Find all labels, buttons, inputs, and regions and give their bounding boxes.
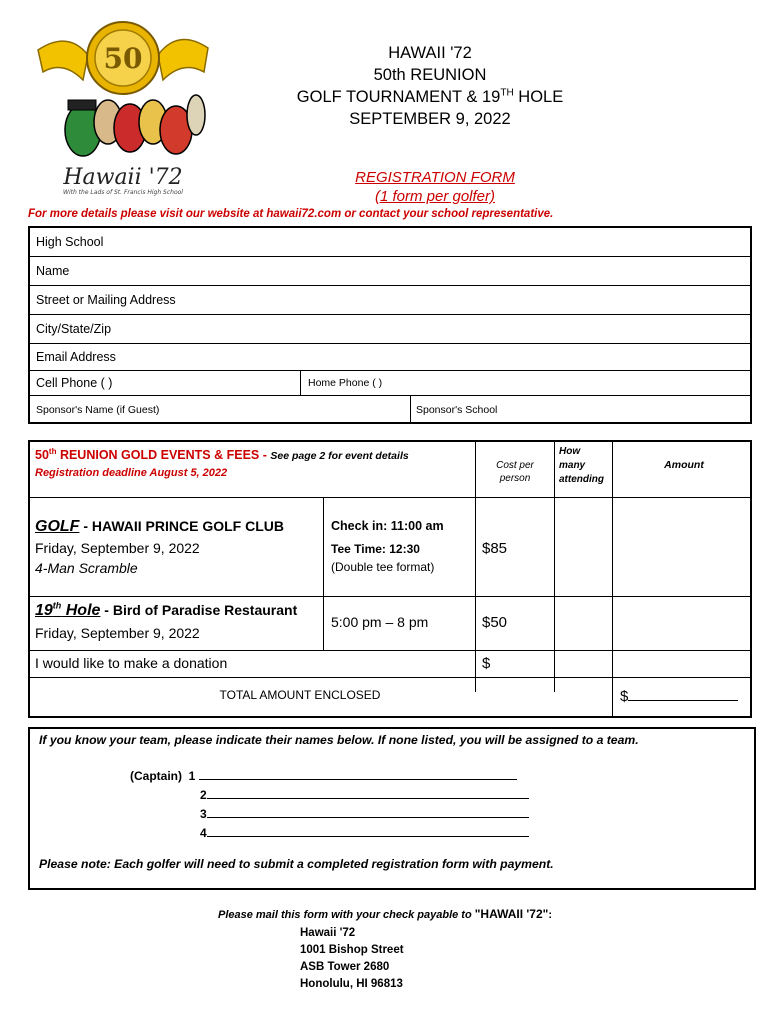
title-line-2: 50th REUNION: [373, 66, 487, 84]
team-member-4[interactable]: 4: [200, 824, 529, 840]
registration-fields: [28, 226, 752, 424]
hole-amount-input[interactable]: [614, 598, 749, 648]
phone-row: [30, 371, 750, 396]
svg-text:Hawaii '72: Hawaii '72: [63, 165, 183, 190]
field-sponsor-school[interactable]: Sponsor's School: [416, 404, 498, 416]
golf-tee-time: Tee Time: 12:30: [331, 542, 420, 556]
events-heading: 50th REUNION GOLD EVENTS & FEES - See page 2 for event details: [35, 446, 409, 462]
hole-event-title: 19th Hole - Bird of Paradise Restaurant: [35, 600, 298, 619]
golf-amount-input[interactable]: [614, 499, 749, 594]
field-high-school[interactable]: High School: [30, 228, 750, 257]
payment-note: Please note: Each golfer will need to submit a completed registration form with payment.: [39, 857, 554, 871]
field-home-phone[interactable]: Home Phone ( ): [308, 377, 383, 389]
mailing-address: Hawaii '72 1001 Bishop Street ASB Tower 2680 Honolulu, HI 96813: [300, 927, 404, 990]
team-member-1[interactable]: (Captain) 1: [130, 767, 517, 783]
title-line-3: GOLF TOURNAMENT & 19TH HOLE: [296, 87, 564, 106]
reunion-logo: [28, 10, 218, 200]
golf-date: Friday, September 9, 2022: [35, 540, 200, 556]
hole-date: Friday, September 9, 2022: [35, 625, 200, 641]
golf-format: 4-Man Scramble: [35, 560, 138, 576]
team-member-2[interactable]: 2: [200, 786, 529, 802]
col-amount: Amount: [664, 459, 704, 471]
field-address[interactable]: Street or Mailing Address: [30, 286, 750, 315]
team-section: [28, 727, 756, 890]
golf-event-title: GOLF - HAWAII PRINCE GOLF CLUB: [35, 518, 284, 535]
donation-amount-input[interactable]: [614, 652, 749, 676]
sponsor-row: [30, 396, 750, 423]
title-line-4: SEPTEMBER 9, 2022: [349, 110, 511, 128]
registration-deadline: Registration deadline August 5, 2022: [35, 467, 228, 479]
hole-time: 5:00 pm – 8 pm: [331, 614, 429, 630]
field-city-state-zip[interactable]: City/State/Zip: [30, 315, 750, 344]
donation-label: I would like to make a donation: [35, 655, 228, 671]
total-amount-field[interactable]: $: [620, 686, 738, 705]
team-intro: If you know your team, please indicate their names below. If none listed, you will be assigned to a team.: [39, 733, 639, 747]
form-title: REGISTRATION FORM (1 form per golfer): [355, 169, 515, 205]
golf-price: $85: [482, 540, 508, 557]
svg-text:50: 50: [103, 42, 143, 75]
col-how-many: How many attending: [559, 446, 604, 485]
team-member-3[interactable]: 3: [200, 805, 529, 821]
title-line-1: HAWAII '72: [388, 44, 472, 62]
field-cell-phone[interactable]: Cell Phone ( ): [36, 376, 113, 390]
golf-check-in: Check in: 11:00 am: [331, 519, 444, 533]
golf-how-many-input[interactable]: [556, 499, 610, 594]
hole-how-many-input[interactable]: [556, 598, 610, 648]
event-title: [250, 42, 610, 130]
events-table: [28, 440, 752, 718]
total-label: TOTAL AMOUNT ENCLOSED: [219, 688, 381, 702]
details-note: For more details please visit our website at hawaii72.com or contact your school representative.: [28, 208, 554, 220]
field-name[interactable]: Name: [30, 257, 750, 286]
mail-instructions: Please mail this form with your check payable to "HAWAII '72":: [217, 907, 552, 921]
hole-price: $50: [482, 614, 508, 631]
field-email[interactable]: Email Address: [30, 344, 750, 371]
svg-text:With the Lads of St. Francis H: With the Lads of St. Francis High School: [63, 189, 183, 196]
field-sponsor-name[interactable]: Sponsor's Name (if Guest): [36, 404, 160, 416]
col-cost-per-person: Cost per person: [496, 460, 534, 484]
donation-price: $: [482, 655, 491, 672]
golf-tee-note: (Double tee format): [331, 560, 435, 574]
